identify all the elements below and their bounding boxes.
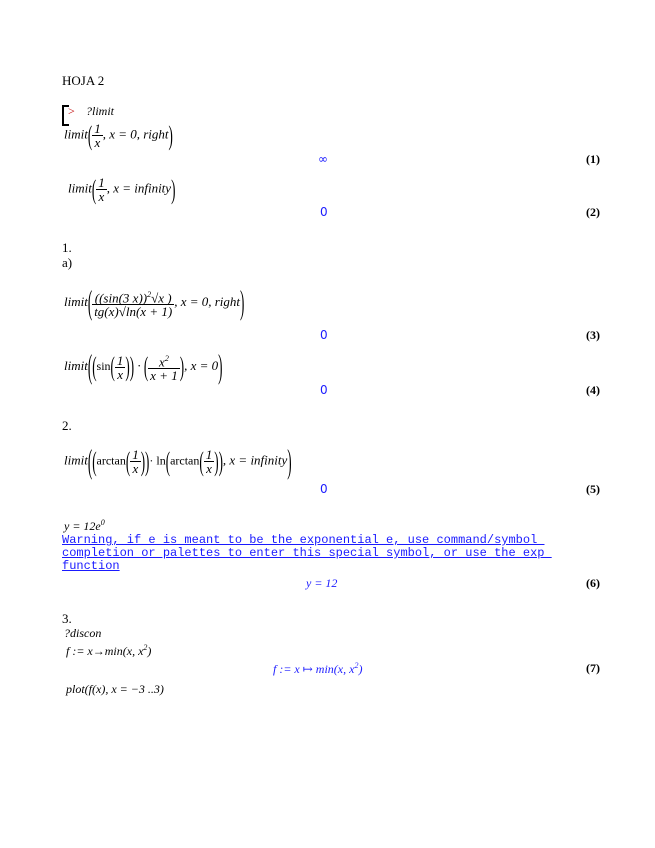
equation-label-2: (2) [586,205,600,219]
warning-line-2[interactable]: completion or palettes to enter this special symbol, or use the exp [62,546,552,560]
fraction-denominator: x [94,135,101,150]
f-def-text: f := x→min(x, x [66,644,144,658]
section-3-label: 3. [62,611,72,626]
fraction-denominator: tg(x)√ln(x + 1) [94,304,173,320]
warning-line-1[interactable]: Warning, if e is meant to be the exponential e, use command/symbol [62,533,545,547]
numerator-tail: √x ) [151,290,172,306]
plot-command-input[interactable]: plot(f(x), x = −3 ..3) [66,682,164,696]
fraction-numerator: 1 [98,175,105,190]
limit-args: , x = infinity [222,452,288,468]
prompt-symbol: > [68,104,75,118]
limit-args: , x = infinity [106,180,172,196]
limit-input-3[interactable]: limit( $\frac{((\sin(3 x))^2√x )}{tg(x)√\ln(x + 1)}$ , x = 0, right) [64,282,245,322]
limit-fn: limit [64,358,88,374]
page-title: HOJA 2 [62,73,105,88]
limit-input-5[interactable]: limit((arctan( $\frac{1}{x}$ ))· ln(arctan( $\frac{1}{x}$ )), x = infinity) [64,440,292,480]
fraction-denominator: x [132,461,139,476]
limit-input-4[interactable]: limit((sin( $\frac{1}{x}$ )) · ( $\frac{x^2}{x + 1}$ ), x = 0) [64,346,223,386]
section-1a-label: a) [62,255,73,270]
limit-args: , x = 0, right [174,294,241,310]
fraction-numerator: 1 [116,352,124,368]
limit-help-command[interactable]: ?limit [86,104,115,118]
limit-input-1[interactable]: limit( $\frac{1}{x}$ , x = 0, right) [64,118,173,151]
fraction-numerator: 1 [132,447,139,462]
exponent: 2 [143,643,148,652]
fraction-numerator: 1 [205,447,213,462]
exponent: 2 [147,290,152,299]
fraction-numerator: ((sin(3 x)) [94,290,148,306]
output-5: 0 [320,482,328,496]
output-1: ∞ [318,152,328,166]
arctan-fn: arctan [170,453,200,468]
output-7 [273,661,362,677]
fraction-denominator: x [117,366,124,382]
equation-label-4: (4) [586,383,600,397]
output-7-text: f := x ↦ min(x, x [273,662,355,676]
fraction-denominator: x [206,461,212,476]
limit-input-2[interactable]: limit( $\frac{1}{x}$ , x = infinity) [68,172,176,205]
equation-label-3: (3) [586,328,600,342]
output-2: 0 [320,205,328,219]
limit-fn: limit [64,294,88,310]
exponent: 0 [100,518,105,527]
fraction-numerator: x [159,354,165,370]
limit-args: , x = 0 [184,358,219,374]
f-def-tail: ) [147,644,152,658]
y-input[interactable] [64,518,105,534]
equation-label-6: (6) [586,576,600,590]
section-1-label: 1. [62,240,72,255]
exponent: 2 [354,661,359,670]
equation-label-1: (1) [586,152,600,166]
limit-fn: limit [64,126,88,142]
arctan-fn: arctan [96,453,126,468]
equation-label-5: (5) [586,482,600,496]
limit-fn: limit [64,452,88,468]
output-4: 0 [320,383,328,397]
output-6: y = 12 [306,576,338,590]
y-input-text: y = 12e [64,519,101,533]
sin-fn: sin [96,359,111,374]
equation-label-7: (7) [586,661,600,675]
fraction-numerator: 1 [94,121,101,136]
exponent: 2 [164,354,169,363]
fraction-denominator: x [98,189,105,204]
f-definition-input[interactable] [66,643,151,659]
section-2-label: 2. [62,418,72,433]
output-3: 0 [320,328,328,342]
fraction-denominator: x + 1 [150,368,178,384]
output-7-tail: ) [358,662,363,676]
ln-fn: · ln [149,453,166,468]
discon-help-command[interactable]: ?discon [64,626,102,640]
limit-args: , x = 0, right [102,126,169,142]
warning-line-3[interactable]: function [62,559,120,573]
limit-fn: limit [68,180,92,196]
